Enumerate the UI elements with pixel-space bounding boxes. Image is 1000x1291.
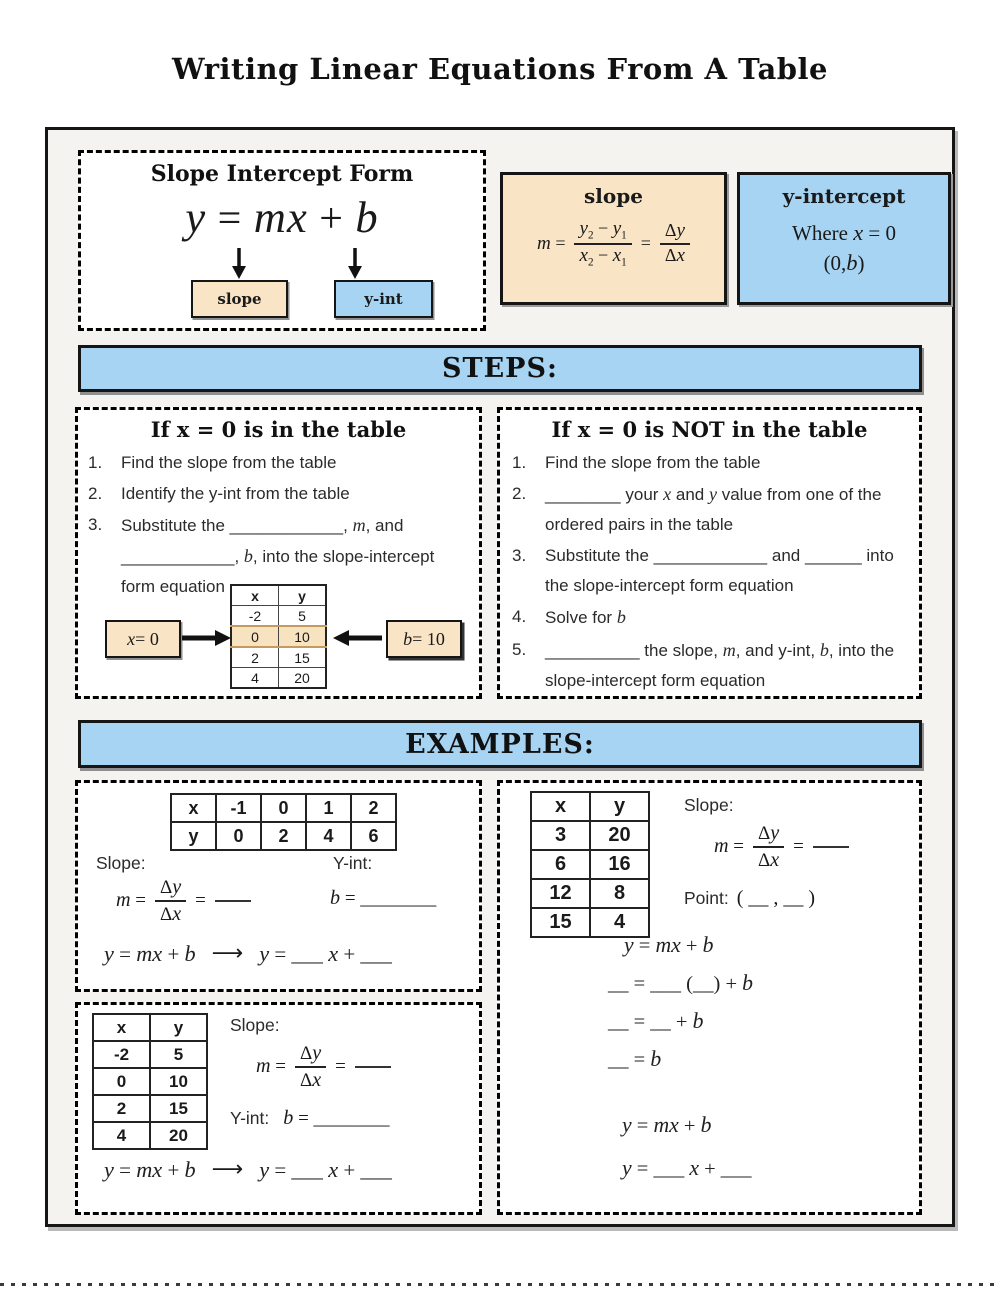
- arrow-right-icon: [182, 629, 232, 652]
- example3-panel: [497, 780, 922, 1215]
- table-row: 2 15: [231, 647, 326, 668]
- slope-fraction-delta: $\frac{\Delta y}{\Delta x}$: [660, 220, 690, 268]
- long-arrow-icon: ⟶: [211, 941, 244, 966]
- table-row: 6 16: [531, 850, 649, 879]
- page-title: Writing Linear Equations From A Table: [172, 52, 828, 86]
- equals-sign: =: [640, 233, 651, 254]
- table-row: 0 10: [93, 1068, 207, 1095]
- equation-right: y = ___ x + ___: [259, 941, 392, 966]
- m-equals: m =: [116, 889, 147, 912]
- work-line: __ = ___ (__) + b: [608, 971, 754, 995]
- equals-sign: =: [335, 1055, 346, 1077]
- slope-label: Slope:: [684, 795, 734, 815]
- m-equals: m =: [714, 835, 745, 858]
- answer-blank: [355, 1066, 391, 1069]
- yint-tag: y-int: [334, 280, 433, 318]
- slope-intercept-form-box: [78, 150, 486, 331]
- list-item: 1. Find the slope from the table: [88, 453, 337, 472]
- table-row: 12 8: [531, 879, 649, 908]
- answer-blank: [813, 846, 849, 849]
- m-equals: m =: [256, 1055, 287, 1078]
- table-row: x -1 0 1 2: [171, 794, 396, 822]
- table-row: x y: [531, 792, 649, 821]
- delta-fraction: $\frac{\Delta y}{\Delta x}$: [753, 821, 784, 873]
- page-break-dots: [0, 1283, 1000, 1286]
- b-blank: b = ________: [330, 887, 437, 909]
- slope-tag: slope: [191, 280, 288, 318]
- slope-formula-box: [500, 172, 727, 305]
- steps-right-title: If x = 0 is NOT in the table: [551, 417, 868, 442]
- steps-right-panel: [497, 407, 922, 699]
- point-label: Point:: [684, 888, 729, 908]
- table-row: 3 20: [531, 821, 649, 850]
- table-row: 15 4: [531, 908, 649, 937]
- slope-fraction-points: $\frac{y_2 - y_1}{x_2 - x_1}$: [574, 218, 631, 270]
- yint-line2: (0,b): [823, 250, 865, 275]
- point-value: ( __ , __ ): [736, 887, 816, 909]
- arrow-left-icon: [332, 629, 382, 652]
- steps-example-table: x y -2 5 0 10 2 15 4 20: [230, 584, 327, 689]
- work-line: __ = b: [608, 1047, 662, 1071]
- example2-table: [92, 1013, 208, 1150]
- list-item: 1. Find the slope from the table: [512, 453, 761, 472]
- y-intercept-box: [737, 172, 951, 305]
- list-item: 5. __________ the slope, m, and y-int, b, into the slope-intercept form equation: [512, 639, 895, 690]
- table-row: -2 5: [231, 606, 326, 627]
- list-item: 4. Solve for b: [512, 606, 626, 627]
- sif-equation: y = mx + b: [185, 192, 379, 242]
- slope-box-title: slope: [584, 184, 643, 208]
- x-equals-0-callout: x = 0: [105, 620, 181, 658]
- table-row: 4 20: [93, 1122, 207, 1149]
- table-row: 4 20: [231, 668, 326, 689]
- sif-title: Slope Intercept Form: [150, 161, 414, 187]
- list-item: 3. Substitute the ____________ and ______ into the slope-intercept form equation: [512, 546, 894, 595]
- equation-left: y = mx + b: [104, 1157, 196, 1182]
- yint-line1: Where x = 0: [792, 220, 896, 245]
- example1-table: [170, 793, 397, 851]
- list-item: 2. Identify the y-int from the table: [88, 484, 350, 504]
- yint-label: Y-int:: [333, 853, 373, 873]
- table-row: -2 5: [93, 1041, 207, 1068]
- equals-sign: =: [793, 835, 804, 857]
- table-row-highlighted: 0 10: [231, 626, 326, 647]
- example1-panel: [75, 780, 482, 992]
- work-line: __ = __ + b: [608, 1009, 704, 1033]
- final-equation: y = ___ x + ___: [622, 1156, 752, 1180]
- yint-box-title: y-intercept: [782, 184, 906, 208]
- equation-left: y = mx + b: [104, 941, 196, 966]
- steps-left-title: If x = 0 is in the table: [150, 417, 407, 442]
- final-equation: y = mx + b: [622, 1113, 712, 1137]
- list-item: 2. ________ your x and y value from one of the ordered pairs in the table: [512, 484, 882, 535]
- table-row: x y: [93, 1014, 207, 1041]
- table-row: 2 15: [93, 1095, 207, 1122]
- list-item: 3. Substitute the ____________, m, and ____________, b, into the slope-intercept form equation: [88, 515, 435, 597]
- delta-fraction: $\frac{\Delta y}{\Delta x}$: [295, 1041, 326, 1093]
- slope-label: Slope:: [96, 853, 146, 873]
- steps-banner: STEPS:: [78, 345, 922, 392]
- equation-right: y = ___ x + ___: [259, 1157, 392, 1182]
- example2-panel: [75, 1002, 482, 1215]
- b-equals-10-callout: b = 10: [386, 620, 462, 658]
- answer-blank: [215, 900, 251, 903]
- equals-sign: =: [195, 889, 206, 911]
- yint-label: Y-int:: [230, 1108, 270, 1128]
- b-blank: b = ________: [283, 1107, 390, 1129]
- example3-table: [530, 791, 650, 938]
- slope-m-equals: m =: [537, 232, 566, 254]
- table-row: y 0 2 4 6: [171, 822, 396, 850]
- slope-label: Slope:: [230, 1015, 280, 1035]
- long-arrow-icon: ⟶: [211, 1157, 244, 1182]
- steps-left-panel: [75, 407, 482, 699]
- examples-banner: EXAMPLES:: [78, 720, 922, 768]
- delta-fraction: $\frac{\Delta y}{\Delta x}$: [155, 875, 186, 927]
- work-line: y = mx + b: [624, 933, 714, 957]
